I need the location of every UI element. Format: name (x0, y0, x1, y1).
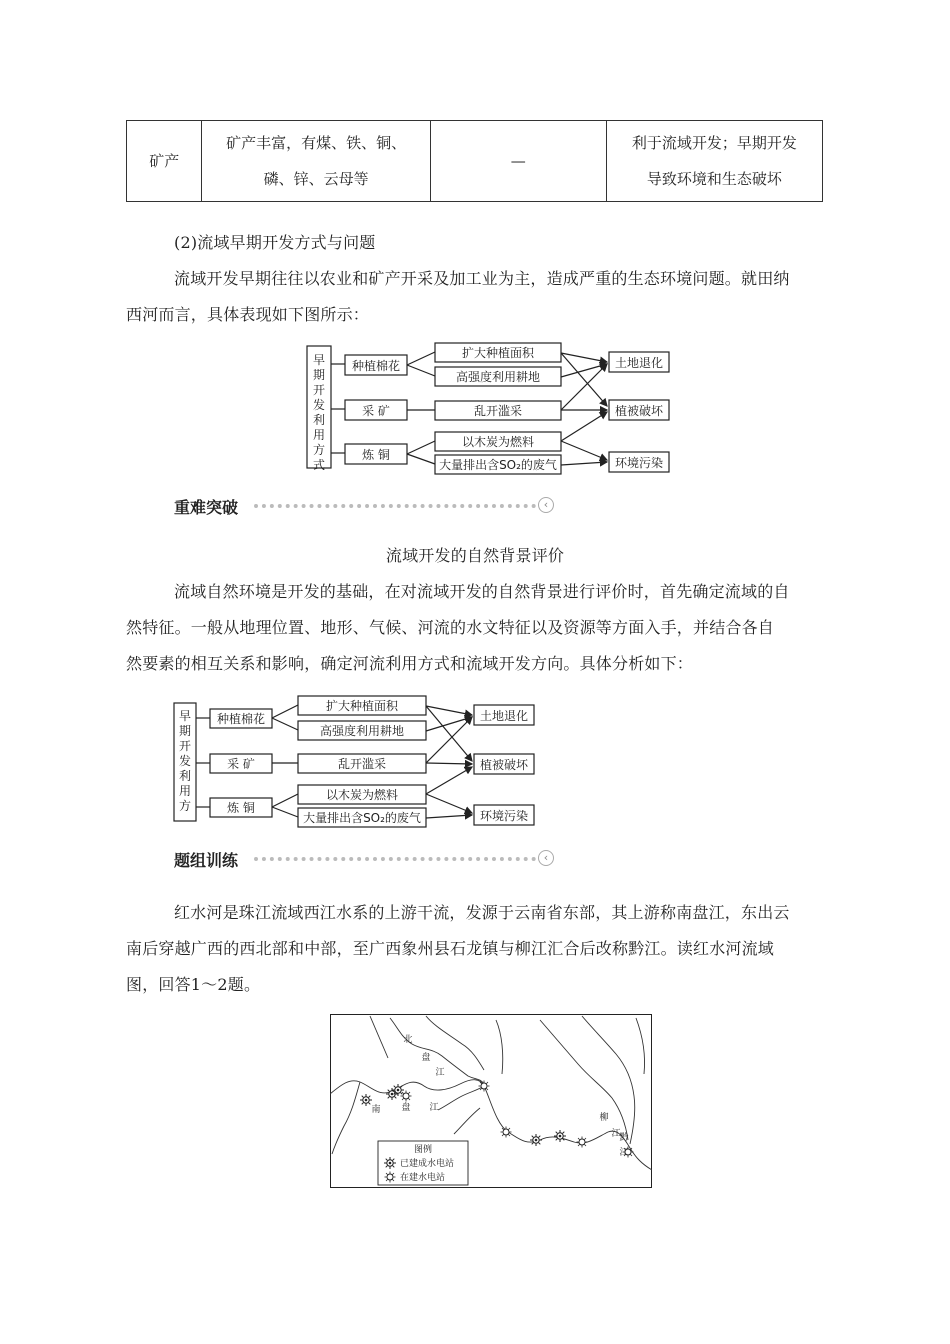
power-station-building (501, 1127, 512, 1138)
river-label-qian: 江 (619, 1148, 629, 1158)
power-station-built (530, 1134, 542, 1146)
activity-label: 以木炭为燃料 (325, 788, 399, 802)
root-char: 期 (178, 724, 192, 738)
section-heading: (2)流域早期开发方式与问题 (174, 233, 376, 252)
method-label: 种植棉花 (351, 359, 401, 373)
activity-label: 高强度利用耕地 (319, 724, 405, 738)
table-cell-category: 矿产 (127, 121, 202, 202)
paragraph-line: 西河而言，具体表现如下图所示： (126, 305, 370, 324)
root-char: 开 (178, 739, 192, 753)
method-label: 炼 铜 (227, 801, 255, 815)
river-label-beipan: 盘 (421, 1053, 431, 1063)
river-label-liu: 柳 (599, 1113, 609, 1123)
river-label-liu: 江 (611, 1129, 621, 1139)
development-diagram-1 (305, 340, 685, 476)
root-char: 利 (178, 769, 192, 783)
legend-built-icon (384, 1157, 396, 1169)
method-label: 采 矿 (362, 404, 390, 418)
power-station-built (554, 1130, 566, 1142)
section-title: 题组训练 (174, 851, 239, 870)
root-char: 早 (178, 709, 192, 723)
river-label-qian: 黔 (619, 1133, 629, 1143)
result-label: 植被破坏 (614, 404, 664, 418)
root-char: 式 (312, 458, 326, 472)
paragraph-line: 红水河是珠江流域西江水系的上游干流，发源于云南省东部，其上游称南盘江，东出云 (174, 903, 790, 922)
evaluation-line-1: 利于流域开发；早期开发 (631, 134, 797, 152)
method-label: 种植棉花 (216, 712, 266, 726)
activity-label: 乱开滥采 (473, 404, 523, 418)
activity-label: 扩大种植面积 (325, 699, 399, 713)
chevron-left-icon: ‹ (538, 850, 554, 866)
activity-label: 以木炭为燃料 (461, 435, 535, 449)
section-divider (254, 504, 536, 508)
development-diagram-2 (170, 693, 550, 829)
result-label: 土地退化 (614, 356, 664, 370)
table-cell-evaluation (606, 121, 822, 202)
power-station-built (392, 1084, 404, 1096)
chevron-left-icon: ‹ (538, 497, 554, 513)
table-cell-resources (202, 121, 430, 202)
river-label-nanpan: 江 (429, 1103, 439, 1113)
root-char: 用 (178, 784, 192, 798)
river-basin-map (330, 1014, 652, 1188)
power-station-building (479, 1081, 490, 1092)
paragraph-line: 然要素的相互关系和影响，确定河流利用方式和流域开发方向。具体分析如下： (126, 654, 694, 673)
root-char: 方 (312, 443, 326, 457)
subsection-title: 流域开发的自然背景评价 (385, 546, 565, 565)
activity-label: 高强度利用耕地 (455, 370, 541, 384)
legend-building-icon (385, 1172, 396, 1183)
paragraph-line: 南后穿越广西的西北部和中部，至广西象州县石龙镇与柳江汇合后改称黔江。读红水河流域 (126, 939, 775, 958)
table-cell-empty: — (430, 121, 606, 202)
river-label-nanpan: 南 (371, 1105, 381, 1115)
method-label: 采 矿 (227, 757, 255, 771)
legend-title: 图例 (413, 1145, 433, 1155)
section-divider (254, 857, 536, 861)
root-char: 方 (178, 799, 192, 813)
power-station-building (401, 1091, 412, 1102)
result-label: 植被破坏 (479, 758, 529, 772)
river-label-nanpan: 盘 (401, 1103, 411, 1113)
table-row (127, 121, 823, 202)
section-title: 重难突破 (174, 498, 239, 517)
resources-line-2: 磷、锌、云母等 (263, 170, 369, 188)
map-legend (378, 1141, 468, 1185)
root-char: 发 (178, 754, 192, 768)
evaluation-line-2: 导致环境和生态破坏 (646, 170, 782, 188)
power-station-building (577, 1137, 588, 1148)
root-char: 用 (312, 428, 326, 442)
activity-label: 乱开滥采 (337, 757, 387, 771)
root-char: 期 (312, 368, 326, 382)
resources-line-1: 矿产丰富，有煤、铁、铜、 (226, 134, 407, 152)
river-label-beipan: 江 (435, 1068, 445, 1078)
paragraph-line: 流域自然环境是开发的基础，在对流域开发的自然背景进行评价时，首先确定流域的自 (174, 582, 790, 601)
mineral-table (126, 120, 823, 202)
paragraph-line: 图，回答1～2题。 (126, 975, 261, 994)
power-station-built (360, 1094, 372, 1106)
activity-label: 大量排出含SO₂的废气 (303, 811, 421, 825)
result-label: 环境污染 (614, 456, 664, 470)
result-label: 土地退化 (479, 709, 529, 723)
root-char: 利 (312, 413, 326, 427)
legend-building-label: 在建水电站 (400, 1173, 446, 1183)
activity-label: 扩大种植面积 (461, 346, 535, 360)
root-char: 发 (312, 398, 326, 412)
legend-built-label: 已建成水电站 (400, 1159, 455, 1169)
paragraph-line: 然特征。一般从地理位置、地形、气候、河流的水文特征以及资源等方面入手，并结合各自 (126, 618, 775, 637)
paragraph-line: 流域开发早期往往以农业和矿产开采及加工业为主，造成严重的生态环境问题。就田纳 (174, 269, 790, 288)
root-char: 早 (312, 353, 326, 367)
river-label-beipan: 北 (403, 1035, 413, 1045)
root-char: 开 (312, 383, 326, 397)
result-label: 环境污染 (479, 809, 529, 823)
activity-label: 大量排出含SO₂的废气 (439, 458, 557, 472)
method-label: 炼 铜 (362, 448, 390, 462)
